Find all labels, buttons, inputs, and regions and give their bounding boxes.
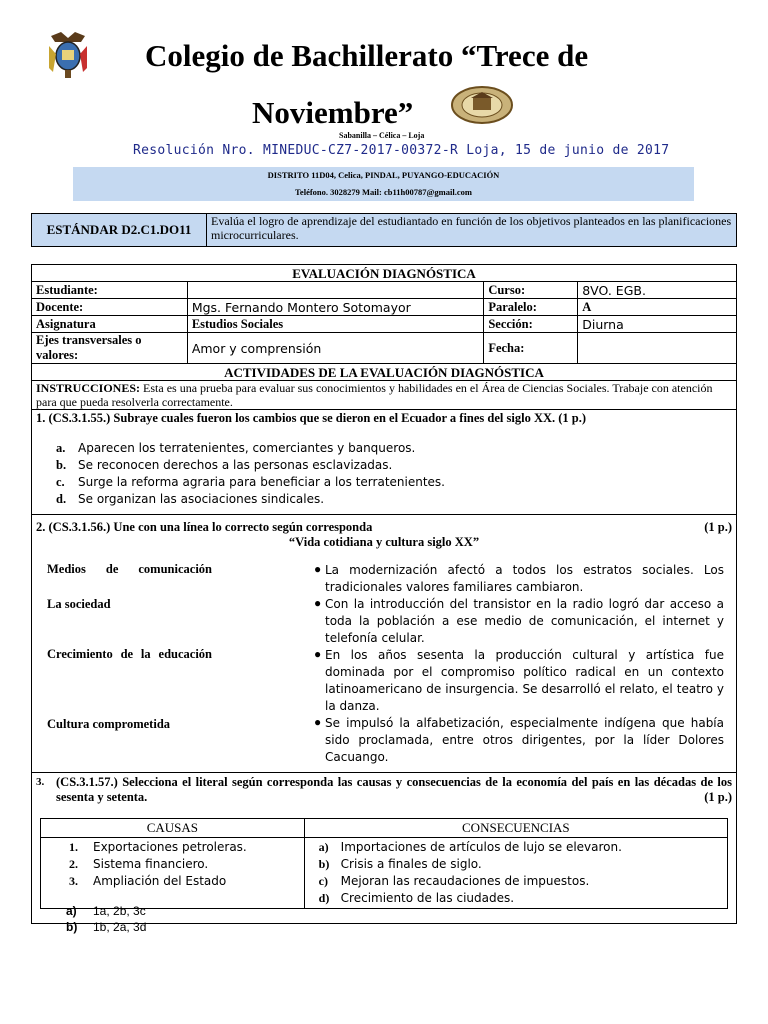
causes-list: [41, 838, 305, 909]
ecuador-crest-icon: [45, 28, 91, 80]
q2-left-item[interactable]: Cultura comprometida: [47, 717, 171, 731]
section-value: Diurna: [578, 316, 737, 333]
school-title-line2: Noviembre”: [252, 95, 414, 130]
q1-option[interactable]: c. Surge la reforma agraria para beneficiar a los terratenientes.: [56, 475, 445, 489]
causes-consequences-table: [40, 818, 728, 909]
q2-right-item[interactable]: ● Con la introducción del transistor en la radio logró dar acceso a toda la población a ese medio de comunicación, el internet y telefonía celular.: [314, 596, 724, 645]
axes-label: Ejes transversales o valores:: [32, 333, 188, 364]
q3-number: 3.: [36, 776, 45, 788]
q1-option[interactable]: d. Se organizan las asociaciones sindicales.: [56, 492, 325, 506]
q2-left-item[interactable]: Medios de comunicación: [47, 562, 212, 576]
question-1: [32, 410, 737, 515]
instructions-label: INSTRUCCIONES:: [36, 381, 141, 395]
activities-title: ACTIVIDADES DE LA EVALUACIÓN DIAGNÓSTICA: [32, 364, 737, 381]
subject-label: Asignatura: [32, 316, 188, 333]
teacher-value: Mgs. Fernando Montero Sotomayor: [187, 299, 484, 316]
teacher-label: Docente:: [32, 299, 188, 316]
section-label: Sección:: [484, 316, 578, 333]
q2-right-item[interactable]: ● En los años sesenta la producción cultural y artística fue dominada por el compromiso político radical en un contexto latinoamericano de insurgencia. Se desarrolló el relato, el teatro y la danza.: [314, 647, 724, 713]
district-text: DISTRITO 11D04, Celica, PINDAL, PUYANGO-EDUCACIÓN: [267, 170, 500, 180]
evaluation-title: EVALUACIÓN DIAGNÓSTICA: [32, 265, 737, 282]
school-title-line1: Colegio de Bachillerato “Trece de: [145, 38, 589, 73]
q3-title: (CS.3.1.57.) Selecciona el literal según corresponda las causas y consecuencias de la economía del país en las décadas de los sesenta y setenta. (1 p.): [56, 775, 732, 804]
q3-answer-option[interactable]: a) 1a, 2b, 3c: [66, 904, 146, 918]
q2-title: 2. (CS.3.1.56.) Une con una línea lo correcto según corresponda: [36, 520, 373, 534]
date-label: Fecha:: [484, 333, 578, 364]
causes-header: CAUSAS: [41, 819, 305, 838]
consequence-item: c) Mejoran las recaudaciones de impuestos.: [318, 874, 590, 888]
q2-title-row: [36, 515, 732, 535]
consequences-list: [304, 838, 727, 909]
consequences-header: CONSECUENCIAS: [304, 819, 727, 838]
q2-subtitle: “Vida cotidiana y cultura siglo XX”: [288, 535, 480, 549]
q2-right-item[interactable]: ● La modernización afectó a todos los estratos sociales. Los tradicionales valores familiares cambiaron.: [314, 562, 724, 594]
cause-item: 3. Ampliación del Estado: [69, 874, 227, 888]
q3-answers: [66, 903, 146, 935]
q1-title: 1. (CS.3.1.55.) Subraye cuales fueron los cambios que se dieron en el Ecuador a fines del siglo XX. (1 p.): [36, 411, 587, 425]
subject-value: Estudios Sociales: [187, 316, 484, 333]
course-label: Curso:: [484, 282, 578, 299]
resolution-text: Resolución Nro. MINEDUC-CZ7-2017-00372-R Loja, 15 de junio de 2017: [133, 143, 670, 158]
parallel-value: A: [578, 299, 737, 316]
q1-options: [36, 440, 732, 508]
student-label: Estudiante:: [32, 282, 188, 299]
q1-option[interactable]: a. Aparecen los terratenientes, comerciantes y banqueros.: [56, 441, 416, 455]
q2-left-item[interactable]: La sociedad: [47, 597, 111, 611]
standard-text: Evalúa el logro de aprendizaje del estudiantado en función de los objetivos planteados en las planificaciones microcurriculares.: [207, 214, 737, 247]
parallel-label: Paralelo:: [484, 299, 578, 316]
consequence-item: d) Crecimiento de las ciudades.: [318, 891, 515, 905]
student-field[interactable]: [187, 282, 484, 299]
q1-option[interactable]: b. Se reconocen derechos a las personas esclavizadas.: [56, 458, 393, 472]
district-info-box: [73, 167, 694, 201]
standard-table: [31, 213, 737, 247]
question-2: [32, 515, 737, 773]
contact-text: Teléfono. 3028279 Mail: cb11h00787@gmail.com: [295, 187, 472, 197]
date-field[interactable]: [578, 333, 737, 364]
school-emblem-icon: [451, 86, 513, 124]
instructions: [32, 381, 737, 410]
q2-right-item[interactable]: ● Se impulsó la alfabetización, especialmente indígena que había sido proclamada, entre otros dirigentes, por la líder Dolores Cacuango.: [314, 715, 724, 764]
course-value: 8VO. EGB.: [578, 282, 737, 299]
cause-item: 1. Exportaciones petroleras.: [69, 840, 247, 854]
axes-value: Amor y comprensión: [187, 333, 484, 364]
q2-left-item[interactable]: Crecimiento de la educación: [47, 647, 212, 661]
cause-item: 2. Sistema financiero.: [69, 857, 209, 871]
consequence-item: a) Importaciones de artículos de lujo se elevaron.: [318, 840, 622, 854]
q2-right-list: [314, 562, 724, 766]
standard-label: ESTÁNDAR D2.C1.DO11: [32, 214, 207, 247]
q3-answer-option[interactable]: b) 1b, 2a, 3d: [66, 920, 147, 934]
q3-title-row: [36, 773, 732, 805]
consequence-item: b) Crisis a finales de siglo.: [318, 857, 482, 871]
q2-points: (1 p.): [704, 520, 732, 534]
location-text: Sabanilla – Célica – Loja: [339, 131, 425, 140]
q2-matching: [36, 562, 732, 772]
instructions-text: Esta es una prueba para evaluar sus conocimientos y habilidades en el Área de Ciencias Sociales. Trabaje con atención para que pueda resolverla correctamente.: [36, 381, 713, 409]
